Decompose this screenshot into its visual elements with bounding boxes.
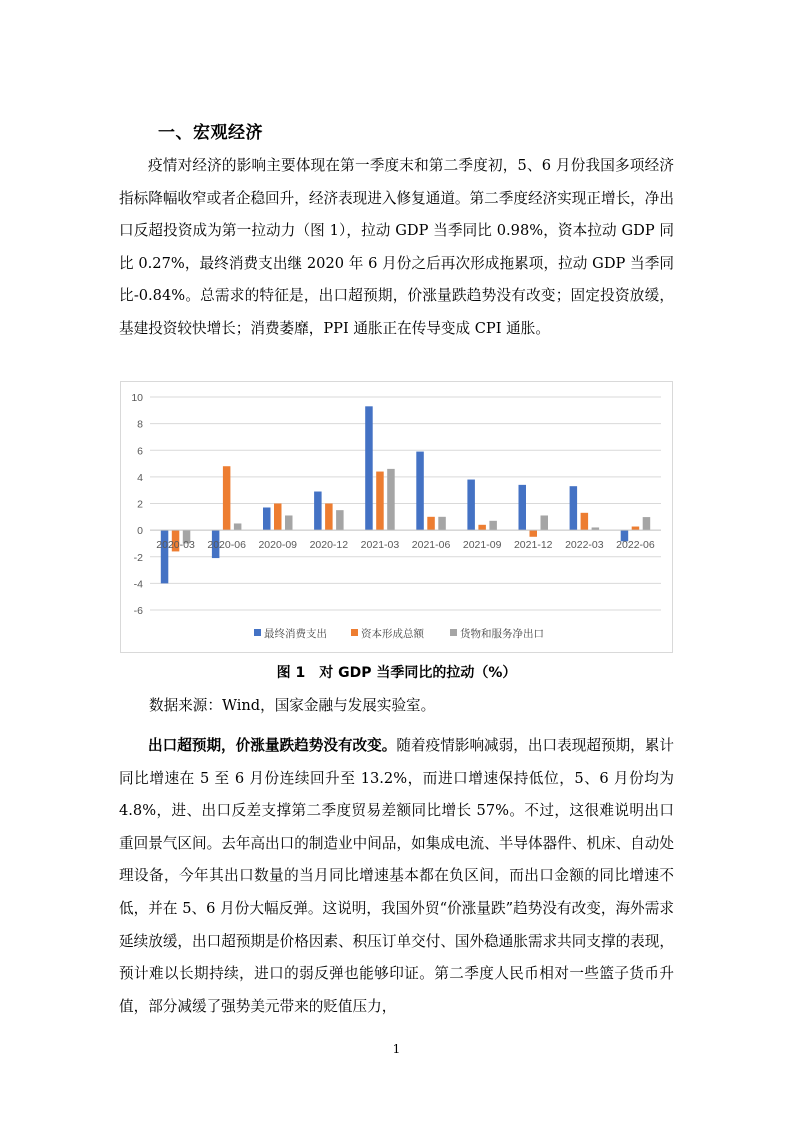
y-tick-label: 2 <box>137 498 143 511</box>
bar-2020-09-series-3 <box>285 515 293 530</box>
bar-2021-06-series-2 <box>427 517 435 530</box>
x-category-label: 2021-06 <box>411 539 451 552</box>
bar-2021-12-series-3 <box>541 515 549 530</box>
x-category-label: 2021-03 <box>360 539 400 552</box>
bar-2020-06-series-3 <box>234 523 242 530</box>
y-tick-label: 0 <box>137 525 143 538</box>
legend-label-series-2: 资本形成总额 <box>361 628 424 640</box>
bar-2021-12-series-2 <box>530 530 538 537</box>
bar-2021-03-series-2 <box>376 472 384 531</box>
x-category-label: 2020-09 <box>258 539 298 552</box>
legend-label-series-1: 最终消费支出 <box>264 628 327 640</box>
y-tick-label: 4 <box>137 471 143 484</box>
legend-swatch-series-2 <box>351 629 358 636</box>
page-number: 1 <box>392 1042 401 1056</box>
bar-2022-03-series-2 <box>581 513 589 530</box>
y-tick-label: -2 <box>133 551 143 564</box>
bar-2020-12-series-2 <box>325 504 333 531</box>
legend-label-series-3: 货物和服务净出口 <box>460 628 544 640</box>
bar-2021-03-series-1 <box>365 406 373 530</box>
bar-2022-06-series-3 <box>643 517 651 530</box>
bar-2021-06-series-3 <box>438 517 446 530</box>
bar-2020-09-series-2 <box>274 504 282 531</box>
x-category-label: 2021-09 <box>462 539 502 552</box>
bar-2021-12-series-1 <box>519 485 527 530</box>
bar-2021-09-series-1 <box>467 480 475 531</box>
paragraph-macro-economy: 疫情对经济的影响主要体现在第一季度末和第二季度初，5、6 月份我国多项经济指标降幅收窄或者企稳回升，经济表现进入修复通道。第二季度经济实现正增长，净出口反超投资成为第一拉动力（图 1），拉动 GDP 当季同比 0.98%，资本拉动 GDP 同比 0.27%，最终消费支出继 2020 年 6 月份之后再次形成拖累项，拉动 GDP 当季同比-0.84%。总需求的特征是，出口超预期，价涨量跌趋势没有改变；固定投资放缓，基建投资较快增长；消费萎靡，PPI 通胀正在传导变成 CPI 通胀。 <box>119 157 674 337</box>
bar-2020-06-series-2 <box>223 466 231 530</box>
figure-gdp-contribution-chart <box>120 381 673 653</box>
legend-swatch-series-3 <box>450 629 457 636</box>
x-category-label: 2020-03 <box>156 539 195 552</box>
paragraph-body: 随着疫情影响减弱，出口表现超预期，累计同比增速在 5 至 6 月份连续回升至 13.2%，而进口增速保持低位，5、6 月份均为 4.8%，进、出口反差支撑第二季度贸易差额同比增长 57%。不过，这很难说明出口重回景气区间。去年高出口的制造业中间品，如集成电流、半导体器件、机床、自动处理设备，今年其出口数量的当月同比增速基本都在负区间，而出口金额的同比增速不低，并在 5、6 月份大幅反弹。这说明，我国外贸“价涨量跌”趋势没有改变，海外需求延续放缓，出口超预期是价格因素、积压订单交付、国外稳通胀需求共同支撑的表现，预计难以长期持续，进口的弱反弹也能够印证。第二季度人民币相对一些篮子货币升值，部分减缓了强势美元带来的贬值压力， <box>119 737 674 1015</box>
bar-2021-09-series-2 <box>478 525 486 530</box>
data-source-note: 数据来源：Wind，国家金融与发展实验室。 <box>149 697 436 714</box>
x-category-label: 2022-06 <box>616 539 655 552</box>
bar-2020-09-series-1 <box>263 507 271 530</box>
y-tick-label: 10 <box>131 392 143 404</box>
x-category-label: 2020-06 <box>207 539 246 552</box>
bar-2020-12-series-3 <box>336 510 344 530</box>
bar-2022-03-series-1 <box>570 486 578 530</box>
bar-2022-06-series-2 <box>632 527 640 531</box>
y-tick-label: -4 <box>133 578 143 591</box>
bar-2021-06-series-1 <box>416 452 424 531</box>
bar-2020-12-series-1 <box>314 492 322 531</box>
y-tick-label: 6 <box>137 445 143 458</box>
paragraph-export <box>119 730 674 1023</box>
legend-swatch-series-1 <box>254 629 261 636</box>
x-category-label: 2020-12 <box>309 539 349 552</box>
bar-2021-09-series-3 <box>489 521 497 530</box>
paragraph-lead-bold: 出口超预期，价涨量跌趋势没有改变。 <box>148 737 397 754</box>
figure-caption: 图 1 对 GDP 当季同比的拉动（%） <box>276 665 517 681</box>
section-heading: 一、宏观经济 <box>158 123 263 143</box>
bar-2020-03-series-1 <box>161 530 169 583</box>
bar-chart <box>121 382 674 654</box>
y-tick-label: -6 <box>133 605 143 617</box>
x-category-label: 2022-03 <box>565 539 604 552</box>
y-tick-label: 8 <box>137 418 143 431</box>
x-category-label: 2021-12 <box>513 539 553 552</box>
bar-2021-03-series-3 <box>387 469 395 530</box>
